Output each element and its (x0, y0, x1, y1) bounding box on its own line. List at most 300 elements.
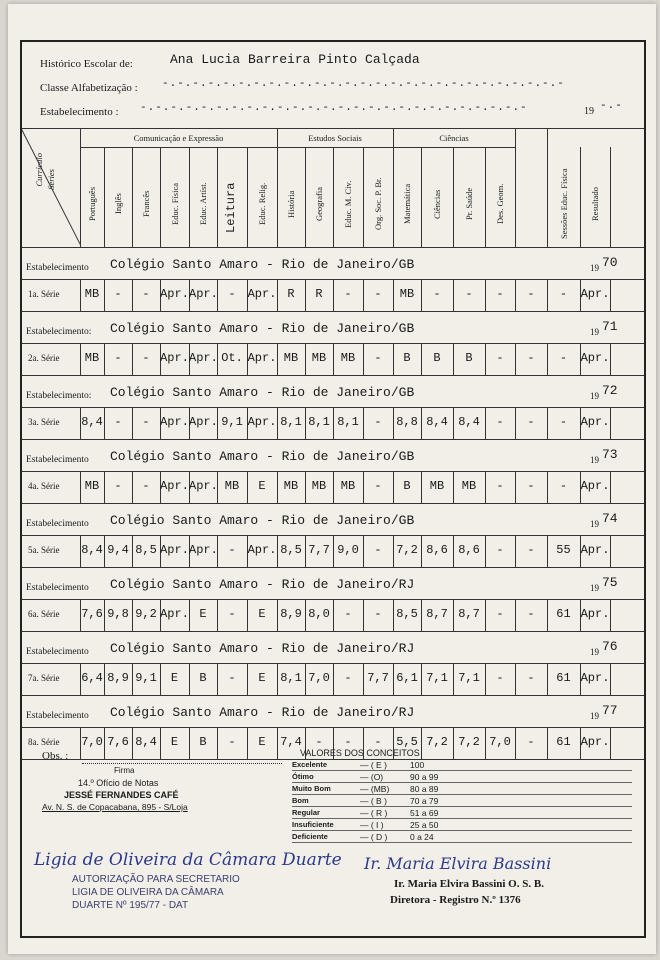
year-prefix: 19 (590, 455, 599, 465)
subject-label: Resultado (590, 187, 600, 221)
notary-office: 14.º Ofício de Notas (78, 778, 159, 788)
serie-label: 6a. Série (28, 609, 60, 619)
grade-row (22, 279, 644, 311)
obs-line (82, 763, 282, 764)
grade-cell: B (403, 351, 411, 365)
valor-name: Deficiente (292, 832, 328, 841)
header-estab-value: -.-.-.-.-.-.-.-.-.-.-.-.-.-.-.-.-.-.-.-.-.-.-.-.-.- (140, 102, 528, 114)
grade-cell: 7,2 (458, 735, 480, 749)
grade-cell: MB (84, 287, 100, 301)
valor-line (292, 806, 632, 807)
grade-cell: - (114, 479, 122, 493)
valor-row (292, 820, 632, 832)
corner-label-curriculo: Currículo (34, 153, 44, 187)
grade-cell: - (142, 351, 150, 365)
grade-cell: 8,7 (458, 607, 480, 621)
grade-cell: MB (429, 479, 445, 493)
valor-row (292, 784, 632, 796)
grade-row (22, 407, 644, 439)
grade-cell: MB (311, 351, 327, 365)
year-value: 74 (602, 511, 618, 526)
grade-cell: 8,1 (280, 671, 302, 685)
subject-label: Educ. Artíst. (198, 182, 208, 226)
subject-label: Matemática (402, 183, 412, 225)
grade-cell: - (496, 415, 504, 429)
grade-cell: Apr. (189, 479, 218, 493)
valor-name: Regular (292, 808, 320, 817)
valor-row (292, 808, 632, 820)
grade-cell: - (114, 351, 122, 365)
obs-label: Obs. : (42, 750, 69, 762)
grade-cell: Ot. (221, 351, 243, 365)
header-column-divider (277, 129, 278, 247)
school-name: Colégio Santo Amaro - Rio de Janeiro/GB (110, 385, 415, 400)
grade-cell: B (199, 735, 207, 749)
stamp-line-1: AUTORIZAÇÃO PARA SECRETARIO (72, 874, 240, 885)
grade-cell: Apr. (580, 287, 610, 301)
valor-code: — (MB) (360, 784, 390, 794)
header-column-divider (160, 147, 161, 247)
student-name: Ana Lucia Barreira Pinto Calçada (170, 52, 420, 67)
header-column-divider (393, 129, 394, 247)
grade-cell: 9,2 (135, 607, 157, 621)
valor-line (292, 782, 632, 783)
valor-range: 51 a 69 (410, 808, 439, 818)
header-column-divider (515, 129, 516, 247)
year-prefix: 19 (590, 263, 599, 273)
year-prefix: 19 (590, 327, 599, 337)
year-value: 72 (602, 383, 618, 398)
header-column-divider (453, 147, 454, 247)
valor-range: 90 a 99 (410, 772, 439, 782)
grade-cell: - (374, 287, 382, 301)
grade-cell: - (496, 607, 504, 621)
estab-label: Estabelecimento (26, 647, 89, 657)
grade-cell: Apr. (160, 415, 189, 429)
valor-range: 80 a 89 (410, 784, 439, 794)
grade-cell: B (433, 351, 441, 365)
subject-label: Inglês (113, 193, 123, 215)
director-role: Diretora - Registro N.º 1376 (390, 894, 521, 906)
valor-name: Excelente (292, 760, 328, 769)
subject-label: Org. Soc. P. Br. (373, 177, 383, 231)
header-column-divider (363, 147, 364, 247)
grade-cell: Apr. (580, 415, 610, 429)
grade-cell: E (258, 607, 266, 621)
grade-cell: MB (340, 479, 356, 493)
grade-cell: Apr. (580, 351, 610, 365)
grade-cell: - (559, 415, 568, 429)
grade-cell: - (527, 671, 535, 685)
grade-cell: Apr. (247, 287, 277, 301)
grade-cell: 5,5 (396, 735, 418, 749)
grade-cell: 8,5 (135, 543, 157, 557)
grade-cell: Apr. (189, 287, 218, 301)
valor-range: 25 a 50 (410, 820, 439, 830)
grade-cell: 8,4 (81, 543, 103, 557)
grade-cell: 9,8 (107, 607, 129, 621)
valores-list (292, 760, 632, 850)
valor-line (292, 818, 632, 819)
header-column-divider (305, 147, 306, 247)
year-prefix: 19 (590, 583, 599, 593)
grade-cell: 9,1 (135, 671, 157, 685)
estab-row (22, 247, 644, 279)
grade-cell: 7,7 (308, 543, 330, 557)
column-group-label: Estudos Sociais (308, 133, 362, 143)
grade-cell: Apr. (580, 479, 610, 493)
year-value: 70 (602, 255, 618, 270)
classe-label: Classe Alfabetização : (40, 82, 138, 94)
valor-line (292, 830, 632, 831)
year-value: 75 (602, 575, 618, 590)
grade-cell: 7,0 (81, 735, 103, 749)
grade-cell: E (199, 607, 207, 621)
grade-column-divider (610, 471, 611, 503)
header-year-value: -.- (600, 100, 623, 112)
header-column-divider (547, 129, 548, 247)
school-name: Colégio Santo Amaro - Rio de Janeiro/RJ (110, 577, 415, 592)
grade-cell: - (142, 415, 150, 429)
grade-cell: 7,6 (81, 607, 103, 621)
valor-code: — ( D ) (360, 832, 388, 842)
grade-cell: - (496, 479, 504, 493)
grade-cell: 8,8 (396, 415, 418, 429)
grade-cell: 9,1 (221, 415, 243, 429)
grade-cell: - (142, 287, 150, 301)
grade-row (22, 535, 644, 567)
grade-cell: - (114, 287, 122, 301)
school-name: Colégio Santo Amaro - Rio de Janeiro/GB (110, 513, 415, 528)
grade-cell: - (496, 287, 504, 301)
grade-cell: 7,4 (280, 735, 302, 749)
estab-label: Estabelecimento (26, 711, 89, 721)
grade-cell: R (315, 287, 323, 301)
estab-row (22, 631, 644, 663)
grade-cell: MB (399, 287, 415, 301)
serie-label: 2a. Série (28, 353, 60, 363)
subject-label: Educ. M. Civ. (343, 180, 353, 228)
grade-cell: MB (340, 351, 356, 365)
grade-column-divider (610, 343, 611, 375)
grade-cell: - (527, 351, 535, 365)
grade-cell: MB (311, 479, 327, 493)
grade-cell: - (374, 479, 382, 493)
grade-cell: E (170, 735, 179, 749)
grade-cell: B (465, 351, 473, 365)
valor-row (292, 796, 632, 808)
grade-cell: 6,1 (396, 671, 418, 685)
grade-cell: R (287, 287, 295, 301)
subject-label: Educ. Física (169, 182, 180, 226)
grade-column-divider (610, 407, 611, 439)
estab-row (22, 503, 644, 535)
grade-cell: - (527, 607, 535, 621)
estab-label: Estabelecimento (26, 583, 89, 593)
subject-label: História (286, 190, 296, 218)
grade-cell: - (374, 735, 382, 749)
grade-row (22, 599, 644, 631)
valor-row (292, 832, 632, 844)
grade-cell: - (527, 479, 535, 493)
serie-label: 8a. Série (28, 737, 60, 747)
grade-cell: Apr. (160, 543, 189, 557)
school-name: Colégio Santo Amaro - Rio de Janeiro/GB (110, 449, 415, 464)
header-estab-label: Estabelecimento : (40, 106, 119, 118)
grade-cell: Apr. (247, 543, 277, 557)
grade-cell: - (496, 351, 504, 365)
transcript-frame (20, 40, 646, 938)
grade-row (22, 471, 644, 503)
grade-cell: - (433, 287, 441, 301)
serie-label: 4a. Série (28, 481, 60, 491)
grade-cell: - (228, 287, 236, 301)
serie-label: 7a. Série (28, 673, 60, 683)
grade-column-divider (610, 279, 611, 311)
grade-cell: - (527, 735, 535, 749)
grade-cell: - (374, 607, 382, 621)
grade-cell: Apr. (160, 287, 189, 301)
year-value: 73 (602, 447, 618, 462)
grade-cell: MB (224, 479, 240, 493)
header-column-divider (80, 129, 81, 247)
grade-cell: 8,1 (280, 415, 302, 429)
valores-title: VALORES DOS CONCEITOS (300, 748, 420, 758)
grade-cell: MB (283, 479, 299, 493)
grade-cell: - (559, 287, 568, 301)
valor-row (292, 772, 632, 784)
grade-cell: - (344, 671, 352, 685)
grade-cell: 8,4 (135, 735, 157, 749)
grade-column-divider (610, 535, 611, 567)
grade-cell: - (228, 671, 236, 685)
grade-cell: B (403, 479, 411, 493)
grade-cell: E (258, 735, 266, 749)
grade-cell: Apr. (580, 671, 610, 685)
valor-range: 70 a 79 (410, 796, 439, 806)
subject-label: Francês (141, 190, 151, 218)
grade-cell: 9,4 (107, 543, 129, 557)
valor-name: Insuficiente (292, 820, 334, 829)
valor-row (292, 760, 632, 772)
grade-cell: 8,6 (426, 543, 448, 557)
valor-range: 100 (410, 760, 425, 770)
year-prefix: 19 (590, 647, 599, 657)
grade-cell: MB (461, 479, 477, 493)
valor-line (292, 770, 632, 771)
valor-name: Muito Bom (292, 784, 331, 793)
subject-label: Português (87, 187, 97, 221)
grade-cell: 9,0 (337, 543, 359, 557)
year-value: 77 (602, 703, 618, 718)
grade-cell: - (559, 479, 568, 493)
subject-label: Leitura (224, 182, 238, 234)
column-group-label: Ciências (439, 133, 469, 143)
grade-cell: - (527, 543, 535, 557)
valor-range: 0 a 24 (410, 832, 434, 842)
grade-cell: Apr. (580, 607, 610, 621)
grade-cell: 8,6 (458, 543, 480, 557)
year-value: 76 (602, 639, 618, 654)
grade-cell: 6,4 (81, 671, 103, 685)
grade-cell: - (142, 479, 150, 493)
transcript-paper (8, 4, 656, 954)
grade-cell: Apr. (160, 607, 189, 621)
grade-cell: - (374, 415, 382, 429)
year-prefix: 19 (590, 519, 599, 529)
grade-cell: 8,9 (107, 671, 129, 685)
valor-line (292, 842, 632, 843)
grade-cell: 7,1 (426, 671, 448, 685)
grades-table (22, 128, 644, 749)
grade-cell: 8,4 (426, 415, 448, 429)
grade-cell: Apr. (160, 479, 189, 493)
grade-cell: Apr. (189, 351, 218, 365)
year-prefix: 19 (590, 711, 599, 721)
header-year-prefix: 19 (584, 106, 594, 117)
grade-cell: E (170, 671, 179, 685)
grade-cell: - (344, 735, 352, 749)
serie-label: 5a. Série (28, 545, 60, 555)
grade-cell: - (344, 287, 352, 301)
grade-cell: Apr. (247, 351, 277, 365)
grade-cell: 7,0 (489, 735, 511, 749)
year-prefix: 19 (590, 391, 599, 401)
header-column-divider (247, 147, 248, 247)
column-group-label: Comunicação e Expressão (133, 133, 224, 143)
grade-cell: - (228, 607, 236, 621)
historico-label: Histórico Escolar de: (40, 58, 133, 70)
grade-cell: - (315, 735, 323, 749)
school-name: Colégio Santo Amaro - Rio de Janeiro/GB (110, 321, 415, 336)
grade-cell: - (496, 671, 504, 685)
valor-code: — ( B ) (360, 796, 387, 806)
header-column-divider (132, 147, 133, 247)
grade-cell: 7,7 (367, 671, 389, 685)
grade-cell: 8,7 (426, 607, 448, 621)
grade-cell: 7,2 (396, 543, 418, 557)
estab-row (22, 375, 644, 407)
grade-cell: 8,4 (81, 415, 103, 429)
school-name: Colégio Santo Amaro - Rio de Janeiro/RJ (110, 705, 415, 720)
estab-row (22, 695, 644, 727)
grade-cell: Apr. (189, 543, 218, 557)
header-column-divider (610, 147, 611, 247)
grade-column-divider (610, 663, 611, 695)
valor-name: Ótimo (292, 772, 314, 781)
grade-cell: Apr. (247, 415, 277, 429)
header-column-divider (189, 147, 190, 247)
grade-cell: 55 (556, 543, 571, 557)
firma-label: Firma (114, 766, 135, 775)
grade-cell: 8,1 (308, 415, 330, 429)
grade-cell: MB (84, 351, 100, 365)
year-value: 71 (602, 319, 618, 334)
header-column-divider (217, 147, 218, 247)
grade-cell: E (258, 671, 266, 685)
subject-label: Pr. Saúde (464, 187, 474, 221)
valor-code: — (O) (360, 772, 384, 782)
grade-cell: - (374, 543, 382, 557)
valor-code: — ( I ) (360, 820, 384, 830)
estab-row (22, 567, 644, 599)
grade-cell: - (496, 543, 504, 557)
stamp-line-3: DUARTE Nº 195/77 - DAT (72, 900, 189, 911)
grade-row (22, 663, 644, 695)
serie-label: 3a. Série (28, 417, 60, 427)
estab-label: Estabelecimento (26, 519, 89, 529)
corner-label-series: Séries (46, 169, 56, 190)
grade-cell: 7,6 (107, 735, 129, 749)
grade-cell: Apr. (580, 543, 610, 557)
grade-cell: 61 (556, 735, 571, 749)
school-name: Colégio Santo Amaro - Rio de Janeiro/GB (110, 257, 415, 272)
estab-label: Estabelecimento: (26, 327, 92, 337)
grade-cell: 8,4 (458, 415, 480, 429)
grade-cell: - (559, 351, 568, 365)
grade-cell: - (527, 287, 535, 301)
grade-cell: 8,5 (396, 607, 418, 621)
grade-cell: - (228, 543, 236, 557)
valor-line (292, 794, 632, 795)
director-name: Ir. Maria Elvira Bassini O. S. B. (394, 878, 544, 890)
serie-label: 1a. Série (28, 289, 60, 299)
right-signature: Ir. Maria Elvira Bassini (364, 854, 552, 873)
grade-cell: 8,9 (280, 607, 302, 621)
valor-code: — ( E ) (360, 760, 387, 770)
grade-cell: - (465, 287, 473, 301)
grade-cell: 8,1 (337, 415, 359, 429)
subject-label: Sessões Educ. Física (558, 168, 569, 239)
header-column-divider (485, 147, 486, 247)
header-column-divider (421, 147, 422, 247)
grade-column-divider (610, 599, 611, 631)
grade-cell: B (199, 671, 207, 685)
grade-cell: - (344, 607, 352, 621)
school-name: Colégio Santo Amaro - Rio de Janeiro/RJ (110, 641, 415, 656)
estab-label: Estabelecimento (26, 455, 89, 465)
grade-cell: 8,0 (308, 607, 330, 621)
grade-cell: 8,5 (280, 543, 302, 557)
estab-label: Estabelecimento: (26, 391, 92, 401)
classe-value: -.-.-.-.-.-.-.-.-.-.-.-.-.-.-.-.-.-.-.-.-.-.-.-.-.-.- (162, 78, 565, 90)
valor-code: — ( R ) (360, 808, 388, 818)
notary-name: JESSÉ FERNANDES CAFÉ (64, 790, 179, 800)
grade-cell: MB (84, 479, 100, 493)
estab-row (22, 439, 644, 471)
left-signature: Ligia de Oliveira da Câmara Duarte (34, 850, 342, 870)
header-column-divider (333, 147, 334, 247)
subject-label: Educ. Relig. (257, 182, 267, 226)
grade-cell: MB (283, 351, 299, 365)
grade-cell: 7,0 (308, 671, 330, 685)
grade-cell: 7,2 (426, 735, 448, 749)
estab-row (22, 311, 644, 343)
grade-column-divider (610, 727, 611, 759)
estab-label: Estabelecimento (26, 263, 89, 273)
grade-cell: - (374, 351, 382, 365)
grade-cell: - (114, 415, 122, 429)
valor-name: Bom (292, 796, 309, 805)
grade-cell: Apr. (580, 735, 610, 749)
grade-cell: Apr. (189, 415, 218, 429)
header-column-divider (104, 147, 105, 247)
stamp-line-2: LIGIA DE OLIVEIRA DA CÂMARA (72, 887, 224, 898)
grade-cell: Apr. (160, 351, 189, 365)
grade-cell: 61 (556, 671, 571, 685)
subject-label: Geografia (314, 187, 324, 221)
group-underline (80, 147, 515, 148)
